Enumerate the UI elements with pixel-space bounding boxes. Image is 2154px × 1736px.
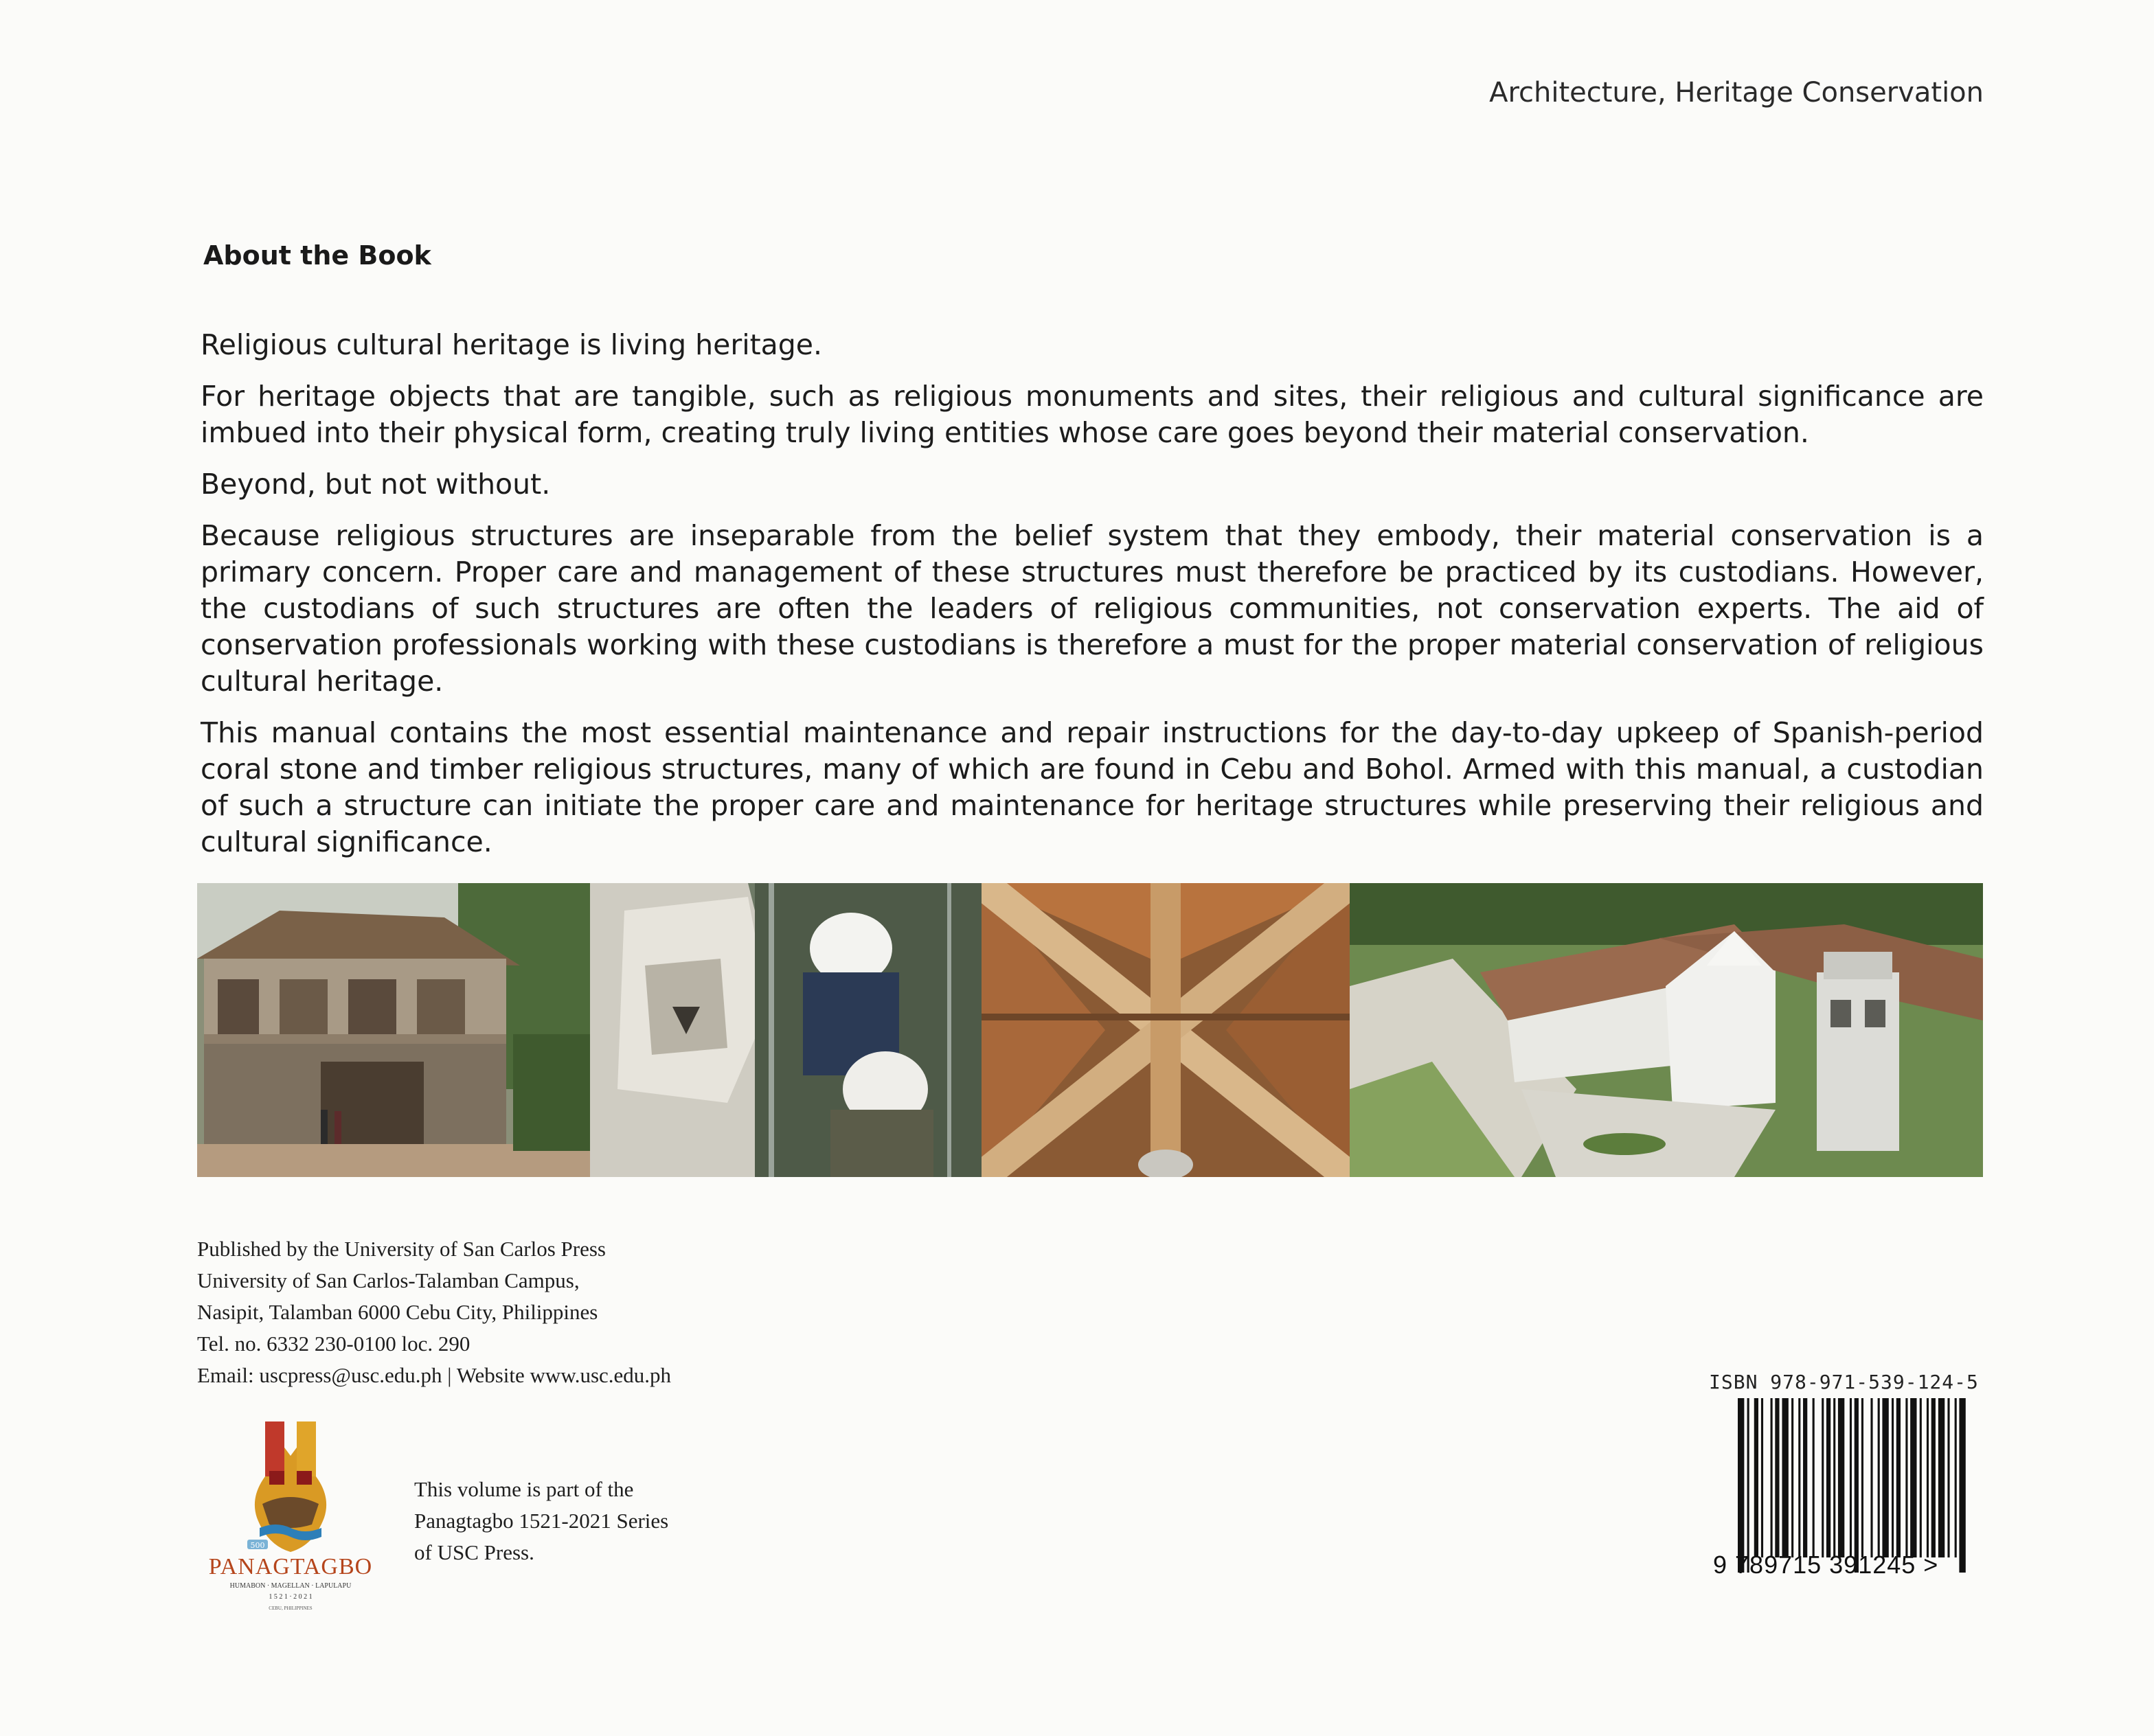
barcode-bar xyxy=(1782,1398,1788,1557)
barcode-bar xyxy=(1878,1398,1880,1557)
barcode-bar xyxy=(1826,1398,1830,1557)
logo-years: 1 5 2 1 · 2 0 2 1 xyxy=(269,1593,313,1601)
barcode-bar xyxy=(1947,1398,1949,1557)
barcode-bar xyxy=(1910,1398,1916,1557)
series-note-line: Panagtagbo 1521-2021 Series xyxy=(414,1509,669,1533)
barcode-bar xyxy=(1920,1398,1922,1557)
barcode-bar xyxy=(1822,1398,1824,1557)
isbn-label: ISBN 978-971-539-124-5 xyxy=(1709,1371,1979,1393)
barcode-bar xyxy=(1855,1398,1859,1573)
isbn-block xyxy=(1709,1371,1997,1590)
paragraph-4: Because religious structures are inseparable from the belief system that they embody, their material conservation is a primary concern. Proper care and management of these structures must therefore be practiced by its custodians. However, the custodians of such structures are often the leaders of religious communities, not conservation experts. The aid of conservation professionals working with these custodians is therefore a must for the proper material conservation of religious cultural heritage. xyxy=(201,519,1984,698)
paragraph-3: Beyond, but not without. xyxy=(201,468,551,501)
publisher-line: Tel. no. 6332 230-0100 loc. 290 xyxy=(197,1332,471,1356)
barcode-bar xyxy=(1905,1398,1907,1557)
barcode-bar xyxy=(1870,1398,1872,1557)
logo-subtitle: HUMABON · MAGELLAN · LAPULAPU xyxy=(229,1582,352,1590)
church-aerial-photo xyxy=(1350,883,1983,1177)
publisher-contact-line: Email: uscpress@usc.edu.ph | Website www.usc.edu.ph xyxy=(197,1363,672,1387)
logo-badge: 500 xyxy=(250,1541,265,1550)
barcode-bar xyxy=(1738,1398,1744,1573)
publisher-info xyxy=(197,1233,671,1391)
publisher-line: University of San Carlos-Talamban Campus, xyxy=(197,1268,580,1292)
timber-roof-truss-photo xyxy=(982,883,1350,1177)
publisher-line: Nasipit, Talamban 6000 Cebu City, Philippines xyxy=(197,1300,598,1324)
about-body xyxy=(201,327,1984,876)
barcode-bar xyxy=(1931,1398,1936,1557)
barcode-bar xyxy=(1955,1398,1957,1557)
about-heading: About the Book xyxy=(203,240,431,271)
barcode-bar xyxy=(1861,1398,1863,1557)
barcode-bar xyxy=(1813,1398,1815,1557)
barcode-bar xyxy=(1803,1398,1807,1557)
barcode-bar xyxy=(1747,1398,1749,1573)
subject-category: Architecture, Heritage Conservation xyxy=(1489,77,1984,108)
series-note xyxy=(414,1474,668,1568)
barcode-bar xyxy=(1896,1398,1901,1557)
heritage-house-photo xyxy=(197,883,590,1177)
series-note-line: This volume is part of the xyxy=(414,1477,634,1501)
barcode-bar xyxy=(1798,1398,1800,1557)
barcode-bar xyxy=(1838,1398,1844,1557)
barcode-bar xyxy=(1754,1398,1758,1557)
barcode-bar xyxy=(1791,1398,1793,1557)
photo-strip xyxy=(197,883,1983,1177)
barcode-bar xyxy=(1761,1398,1763,1557)
barcode xyxy=(1738,1398,1969,1573)
panagtagbo-logo xyxy=(194,1415,387,1621)
barcode-bar xyxy=(1882,1398,1888,1557)
paragraph-2: For heritage objects that are tangible, such as religious monuments and sites, their religious and cultural significance are imbued into their physical form, creating truly living entities whose care goes beyond their material conservation. xyxy=(201,380,1984,449)
barcode-bar xyxy=(1892,1398,1894,1557)
barcode-bar xyxy=(1833,1398,1835,1557)
paragraph-1: Religious cultural heritage is living heritage. xyxy=(201,328,823,361)
barcode-bar xyxy=(1927,1398,1929,1557)
publisher-line: Published by the University of San Carlos Press xyxy=(197,1237,606,1261)
conservation-workers-photo xyxy=(590,883,982,1177)
logo-name: PANAGTAGBO xyxy=(208,1554,373,1579)
series-note-line: of USC Press. xyxy=(414,1540,534,1564)
barcode-bar xyxy=(1938,1398,1945,1557)
barcode-digits: 9 789715 391245 > xyxy=(1713,1551,1939,1579)
logo-place: CEBU, PHILIPPINES xyxy=(269,1606,313,1611)
barcode-bar xyxy=(1775,1398,1779,1557)
barcode-bar xyxy=(1850,1398,1852,1557)
barcode-bar xyxy=(1959,1398,1965,1573)
barcode-bar xyxy=(1771,1398,1773,1557)
paragraph-5: This manual contains the most essential maintenance and repair instructions for the day-to-day upkeep of Spanish-period coral stone and timber religious structures, many of which are found in Cebu and Bohol. Armed with this manual, a custodian of such a structure can initiate the proper care and maintenance for heritage structures while preserving their religious and cultural significance. xyxy=(201,716,1984,858)
